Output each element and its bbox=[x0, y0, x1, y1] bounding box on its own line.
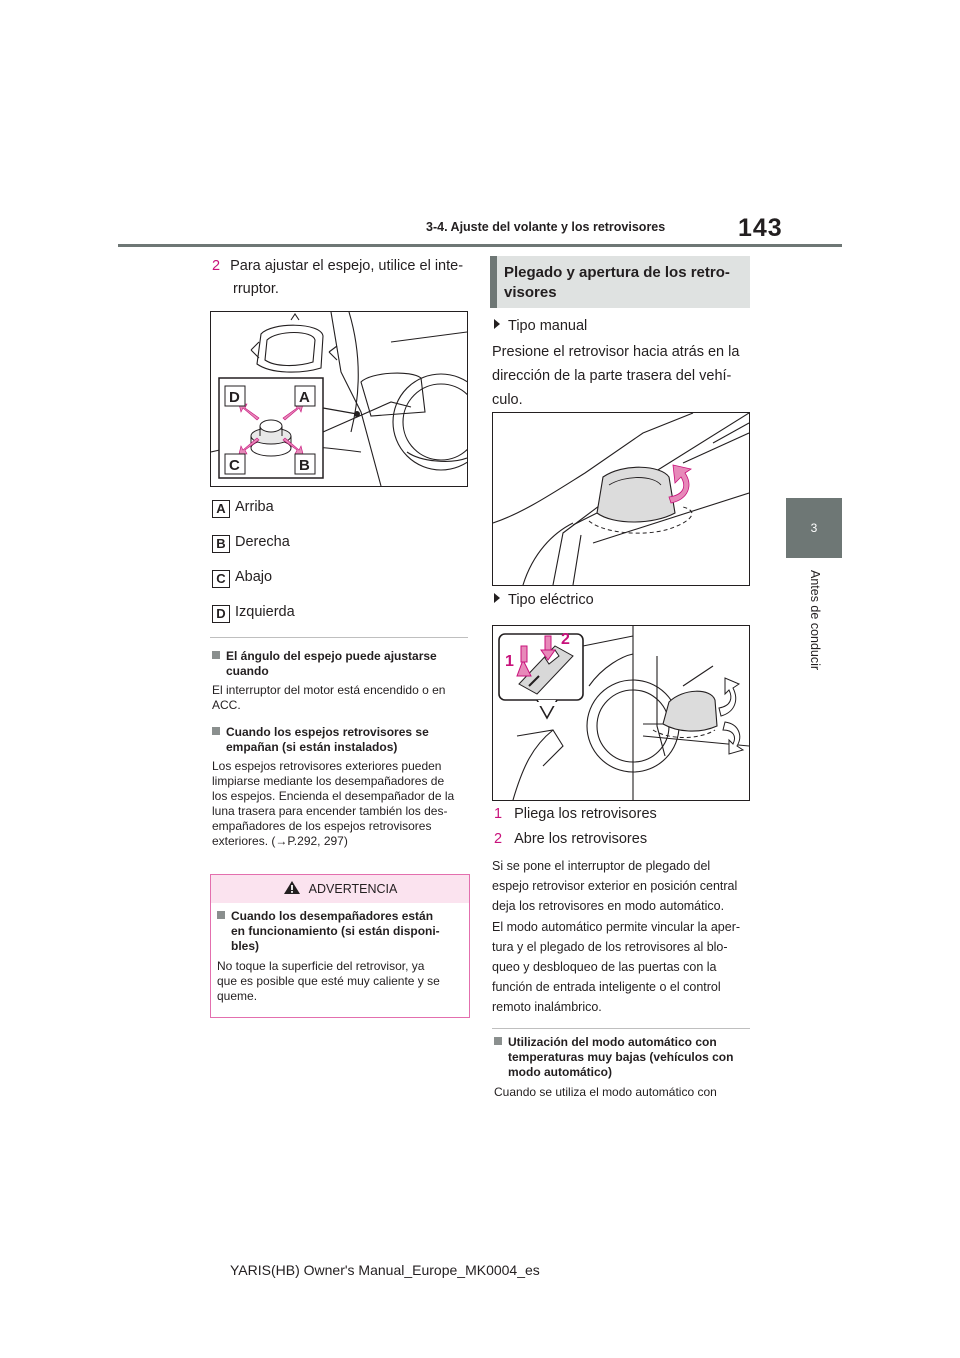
section-heading bbox=[490, 256, 750, 308]
manual-fold-illustration bbox=[493, 413, 749, 585]
note-body-line3: los espejos. Encienda el desempañador de la bbox=[212, 789, 455, 803]
note-body-line2: limpiarse mediante los desempañadores de bbox=[212, 774, 445, 788]
note-title-line2: cuando bbox=[226, 664, 269, 678]
divider bbox=[210, 637, 468, 638]
legend-badge: B bbox=[212, 535, 230, 553]
note-body-line2: ACC. bbox=[212, 698, 241, 712]
manual-fold-figure bbox=[492, 412, 750, 586]
step-number: 2 bbox=[212, 258, 221, 274]
page-number: 143 bbox=[738, 214, 783, 242]
paragraph-line6: queo y desbloqueo de las puertas con la bbox=[492, 960, 717, 975]
warning-triangle-icon bbox=[283, 880, 301, 895]
note-title-line1: Utilización del modo automático con bbox=[508, 1035, 717, 1049]
electric-type-text: Tipo eléctrico bbox=[508, 592, 594, 608]
paragraph-line1: Presione el retrovisor hacia atrás en la bbox=[492, 344, 740, 360]
square-bullet-icon bbox=[494, 1037, 502, 1045]
paragraph-line8: remoto inalámbrico. bbox=[492, 1000, 602, 1015]
square-bullet-icon bbox=[212, 727, 220, 735]
electric-type-label bbox=[494, 588, 594, 612]
warning-item-title-line2: en funcionamiento (si están disponi- bbox=[231, 924, 440, 938]
note-engine-switch bbox=[212, 649, 468, 713]
electric-fold-illustration bbox=[493, 626, 749, 800]
legend-text: Arriba bbox=[235, 499, 274, 515]
chapter-title: Antes de conducir bbox=[808, 570, 822, 671]
footer-text: YARIS(HB) Owner's Manual_Europe_MK0004_es bbox=[230, 1262, 540, 1278]
legend-item-c bbox=[212, 565, 272, 589]
note-title-line2: temperaturas muy bajas (vehículos con bbox=[508, 1050, 734, 1064]
warning-body-line2: que es posible que esté muy caliente y se bbox=[217, 974, 440, 988]
paragraph-line4: El modo automático permite vincular la aper- bbox=[492, 919, 741, 934]
note-body-line1: Cuando se utiliza el modo automático con bbox=[494, 1085, 717, 1099]
legend-item-d bbox=[212, 600, 295, 624]
triangle-bullet-icon bbox=[494, 593, 500, 603]
note-title-line2: empañan (si están instalados) bbox=[226, 740, 398, 754]
warning-box bbox=[210, 874, 470, 1018]
triangle-bullet-icon bbox=[494, 319, 500, 329]
heading-accent-bar bbox=[490, 256, 497, 308]
electric-step-2 bbox=[494, 827, 647, 851]
square-bullet-icon bbox=[212, 651, 220, 659]
figure3-label-1: 1 bbox=[505, 653, 514, 670]
step-2 bbox=[212, 254, 463, 278]
legend-text: Derecha bbox=[235, 534, 290, 550]
header-rule bbox=[118, 244, 842, 247]
divider bbox=[492, 1028, 750, 1029]
note-body-line1: Los espejos retrovisores exteriores pueden bbox=[212, 759, 442, 773]
heading-line2: visores bbox=[504, 284, 557, 301]
note-body-line4: luna trasera para encender también los des- bbox=[212, 804, 448, 818]
note-title-line1: Cuando los espejos retrovisores se bbox=[226, 725, 429, 739]
paragraph-line1: Si se pone el interruptor de plegado del bbox=[492, 859, 711, 873]
section-header: 3-4. Ajuste del volante y los retrovisores bbox=[426, 220, 666, 234]
step-number: 2 bbox=[494, 831, 503, 847]
paragraph-line5: tura y el plegado de los retrovisores al blo- bbox=[492, 939, 728, 954]
note-body-line6: exteriores. (→P.292, 297) bbox=[212, 834, 348, 848]
square-bullet-icon bbox=[217, 911, 225, 919]
note-body-line1: El interruptor del motor está encendido o en bbox=[212, 683, 446, 697]
figure3-label-2: 2 bbox=[561, 631, 570, 648]
paragraph-line3: deja los retrovisores en modo automático. bbox=[492, 899, 725, 914]
note-auto-mode-cold bbox=[494, 1035, 756, 1100]
warning-body-line3: queme. bbox=[217, 989, 258, 1003]
manual-type-text: Tipo manual bbox=[508, 318, 588, 334]
note-mirror-defogger bbox=[212, 725, 468, 849]
figure1-label-d: D bbox=[229, 389, 240, 406]
paragraph-line7: función de entrada inteligente o el control bbox=[492, 980, 721, 995]
electric-step-1 bbox=[494, 802, 657, 826]
warning-header bbox=[211, 875, 469, 903]
step-text: Pliega los retrovisores bbox=[514, 806, 657, 822]
note-title-line1: El ángulo del espejo puede ajustarse bbox=[226, 649, 437, 663]
figure1-label-c: C bbox=[229, 457, 240, 474]
warning-item-title-line3: bles) bbox=[231, 939, 260, 953]
legend-item-b bbox=[212, 530, 290, 554]
legend-badge: A bbox=[212, 500, 230, 518]
warning-item-title-line1: Cuando los desempañadores están bbox=[231, 909, 434, 923]
mirror-switch-figure bbox=[210, 311, 468, 487]
warning-title: ADVERTENCIA bbox=[308, 882, 398, 896]
manual-type-paragraph bbox=[492, 340, 752, 412]
legend-text: Abajo bbox=[235, 569, 273, 585]
legend-badge: C bbox=[212, 570, 230, 588]
paragraph-line3: culo. bbox=[492, 392, 523, 408]
mirror-switch-illustration bbox=[211, 312, 467, 486]
step-text-line2: rruptor. bbox=[233, 281, 279, 297]
heading-line1: Plegado y apertura de los retro- bbox=[504, 264, 730, 281]
paragraph-line2: espejo retrovisor exterior en posición central bbox=[492, 879, 738, 894]
figure1-label-b: B bbox=[299, 457, 310, 474]
legend-text: Izquierda bbox=[235, 604, 295, 620]
manual-type-label bbox=[494, 314, 587, 338]
paragraph-line2: dirección de la parte trasera del vehí- bbox=[492, 368, 732, 384]
chapter-tab: 3 bbox=[786, 498, 842, 558]
figure1-label-a: A bbox=[299, 389, 310, 406]
electric-fold-figure bbox=[492, 625, 750, 801]
step-number: 1 bbox=[494, 806, 503, 822]
auto-mode-paragraph bbox=[492, 856, 754, 1018]
step-text: Abre los retrovisores bbox=[514, 831, 648, 847]
warning-body-line1: No toque la superficie del retrovisor, ya bbox=[217, 959, 425, 973]
step-text-line1: Para ajustar el espejo, utilice el inte- bbox=[230, 258, 464, 274]
note-title-line3: modo automático) bbox=[508, 1065, 612, 1079]
legend-item-a bbox=[212, 495, 274, 519]
legend-badge: D bbox=[212, 605, 230, 623]
note-body-line5: empañadores de los espejos retrovisores bbox=[212, 819, 432, 833]
chapter-side-title bbox=[808, 570, 828, 710]
